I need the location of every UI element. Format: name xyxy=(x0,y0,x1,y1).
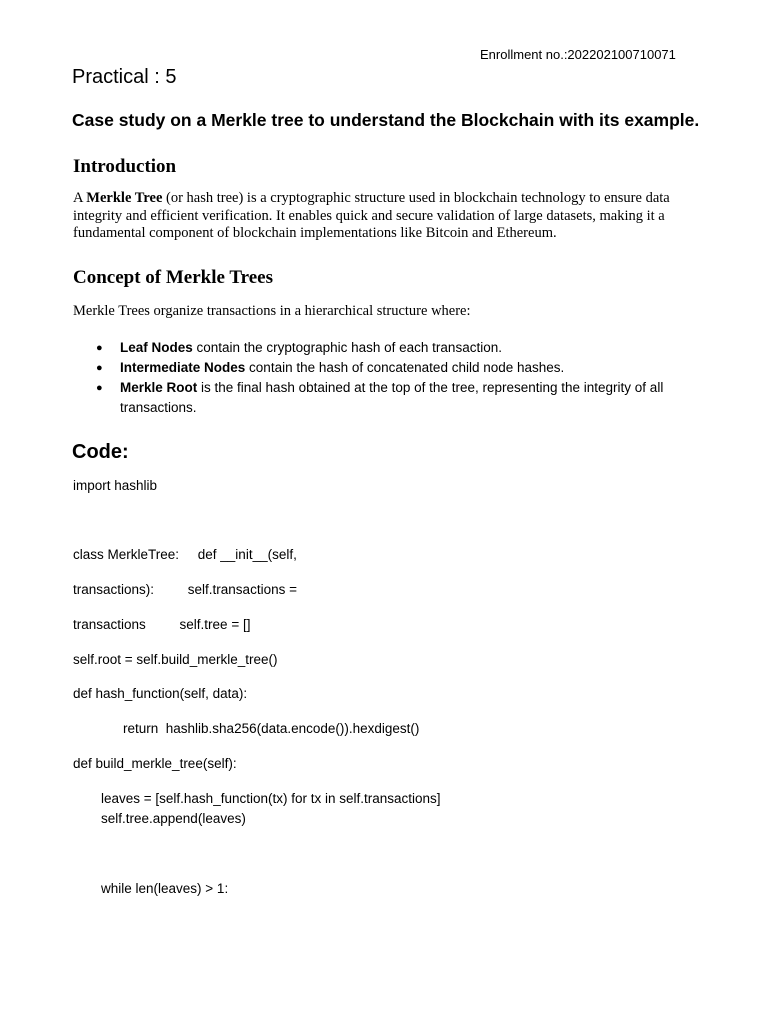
intro-text: (or hash tree) is a cryptographic structure used in blockchain technology to ensure data integrity and efficient verification. It enables quick and secure validation of large datasets, making it a fundamental component of blockchain implementations like Bitcoin and Ethereum. xyxy=(73,190,670,241)
concept-heading: Concept of Merkle Trees xyxy=(73,267,273,288)
code-line: class MerkleTree: def __init__(self, xyxy=(73,547,297,562)
introduction-paragraph xyxy=(73,190,693,243)
code-line: return hashlib.sha256(data.encode()).hexdigest() xyxy=(123,721,420,736)
code-line: def hash_function(self, data): xyxy=(73,686,248,701)
enrollment-number: Enrollment no.:202202100710071 xyxy=(480,47,676,62)
practical-number: Practical : 5 xyxy=(72,66,177,88)
bullet-term: Leaf Nodes xyxy=(120,340,193,355)
code-line: while len(leaves) > 1: xyxy=(101,881,229,896)
bullet-text: contain the hash of concatenated child node hashes. xyxy=(245,360,565,375)
code-line: import hashlib xyxy=(73,478,158,493)
list-item xyxy=(96,338,696,358)
introduction-heading: Introduction xyxy=(73,156,177,177)
bullet-text: is the final hash obtained at the top of the tree, representing the integrity of all transactions. xyxy=(120,380,664,415)
code-line: self.root = self.build_merkle_tree() xyxy=(73,652,278,667)
list-item xyxy=(96,358,696,378)
concept-bullet-list xyxy=(96,338,696,418)
code-heading: Code: xyxy=(72,441,129,463)
bullet-term: Merkle Root xyxy=(120,380,198,395)
intro-lead: A xyxy=(73,190,87,206)
case-study-title: Case study on a Merkle tree to understand the Blockchain with its example. xyxy=(72,110,700,130)
code-line: def build_merkle_tree(self): xyxy=(73,756,237,771)
bullet-icon: ● xyxy=(96,342,103,354)
bullet-term: Intermediate Nodes xyxy=(120,360,246,375)
bullet-icon: ● xyxy=(96,382,103,394)
concept-paragraph: Merkle Trees organize transactions in a hierarchical structure where: xyxy=(73,303,471,319)
code-line: leaves = [self.hash_function(tx) for tx in self.transactions] xyxy=(101,791,441,806)
code-line: transactions): self.transactions = xyxy=(73,582,297,597)
bullet-text: contain the cryptographic hash of each transaction. xyxy=(192,340,502,355)
list-item xyxy=(96,378,696,418)
bullet-icon: ● xyxy=(96,362,103,374)
intro-term: Merkle Tree xyxy=(86,190,163,206)
code-line: transactions self.tree = [] xyxy=(73,617,251,632)
code-line: self.tree.append(leaves) xyxy=(101,811,246,826)
